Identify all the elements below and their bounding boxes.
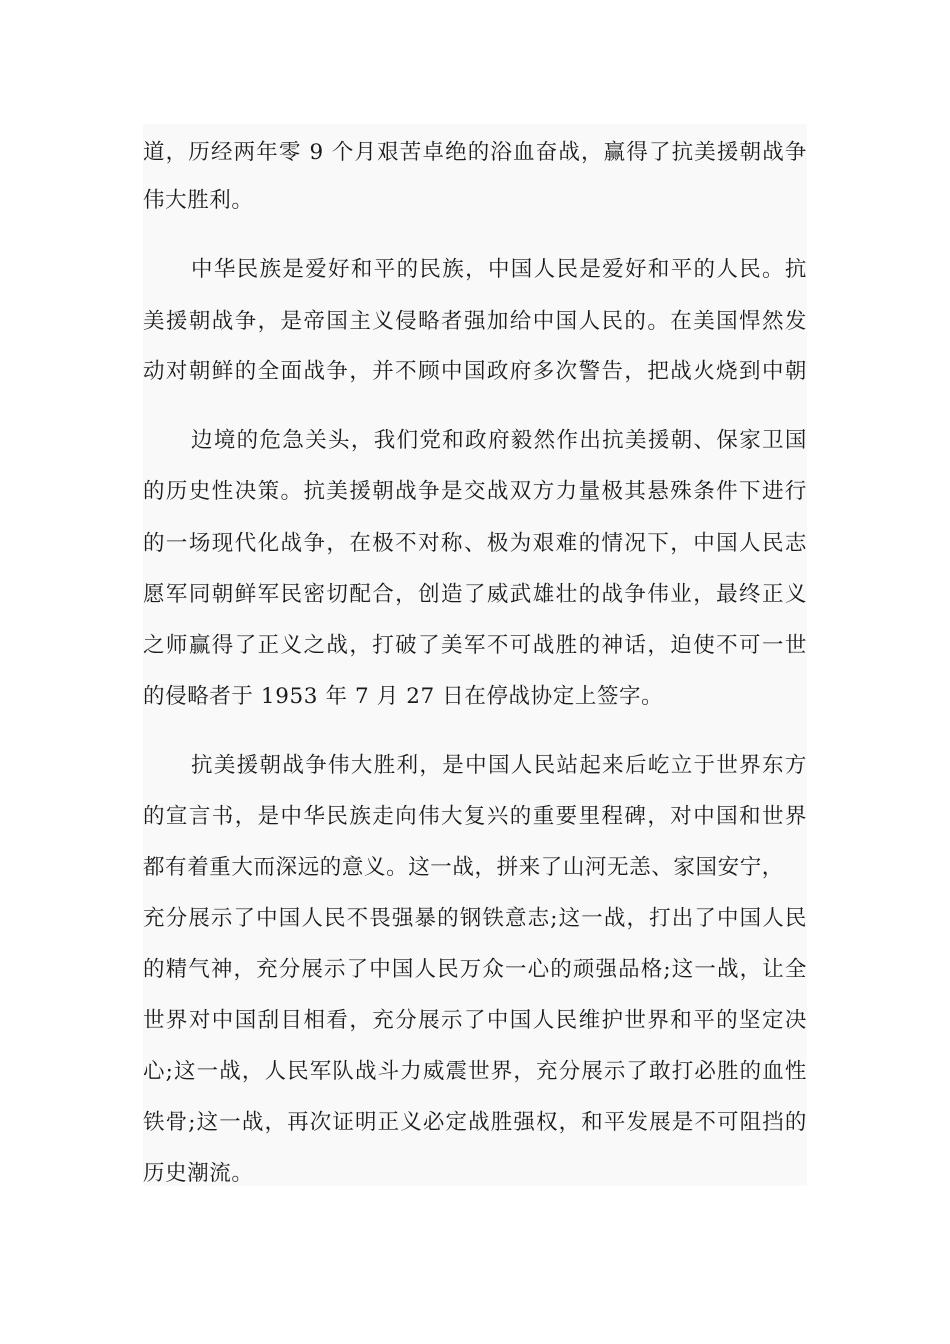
paragraph-peace-loving <box>143 227 807 409</box>
text-line: 中华民族是爱好和平的民族，中国人民是爱好和平的人民。抗 <box>191 257 807 282</box>
text-line: 心;这一战，人民军队战斗力威震世界，充分展示了敢打必胜的血性 <box>143 1059 807 1084</box>
paragraph-great-victory <box>143 723 807 1186</box>
text-line: 历史潮流。 <box>143 1161 254 1186</box>
text-line: 充分展示了中国人民不畏强暴的钢铁意志;这一战，打出了中国人民 <box>143 906 807 931</box>
text-line: 伟大胜利。 <box>143 188 254 213</box>
text-line: 的历史性决策。抗美援朝战争是交战双方力量极其悬殊条件下进行 <box>143 479 807 504</box>
text-line: 抗美援朝战争伟大胜利，是中国人民站起来后屹立于世界东方 <box>191 753 807 778</box>
paragraph-continuation <box>143 124 807 227</box>
text-line: 的侵略者于 1953 年 7 月 27 日在停战协定上签字。 <box>143 684 664 709</box>
text-line: 愿军同朝鲜军民密切配合，创造了威武雄壮的战争伟业，最终正义 <box>143 582 807 607</box>
text-line: 都有着重大而深远的意义。这一战，拼来了山河无恙、家国安宁， <box>143 855 784 880</box>
text-line: 道，历经两年零 9 个月艰苦卓绝的浴血奋战，赢得了抗美援朝战争 <box>143 140 807 165</box>
text-line: 动对朝鲜的全面战争，并不顾中国政府多次警告，把战火烧到中朝 <box>143 359 807 384</box>
text-line: 的一场现代化战争，在极不对称、极为艰难的情况下，中国人民志 <box>143 531 807 556</box>
text-line: 之师赢得了正义之战，打破了美军不可战胜的神话，迫使不可一世 <box>143 633 807 658</box>
text-line: 铁骨;这一战，再次证明正义必定战胜强权，和平发展是不可阻挡的 <box>143 1110 807 1135</box>
text-line: 世界对中国刮目相看，充分展示了中国人民维护世界和平的坚定决 <box>143 1008 807 1033</box>
paragraph-decision <box>143 409 807 723</box>
text-line: 的精气神，充分展示了中国人民万众一心的顽强品格;这一战，让全 <box>143 957 807 982</box>
text-line: 的宣言书，是中华民族走向伟大复兴的重要里程碑，对中国和世界 <box>143 804 807 829</box>
text-line: 边境的危急关头，我们党和政府毅然作出抗美援朝、保家卫国 <box>191 428 807 453</box>
text-line: 美援朝战争，是帝国主义侵略者强加给中国人民的。在美国悍然发 <box>143 309 807 334</box>
